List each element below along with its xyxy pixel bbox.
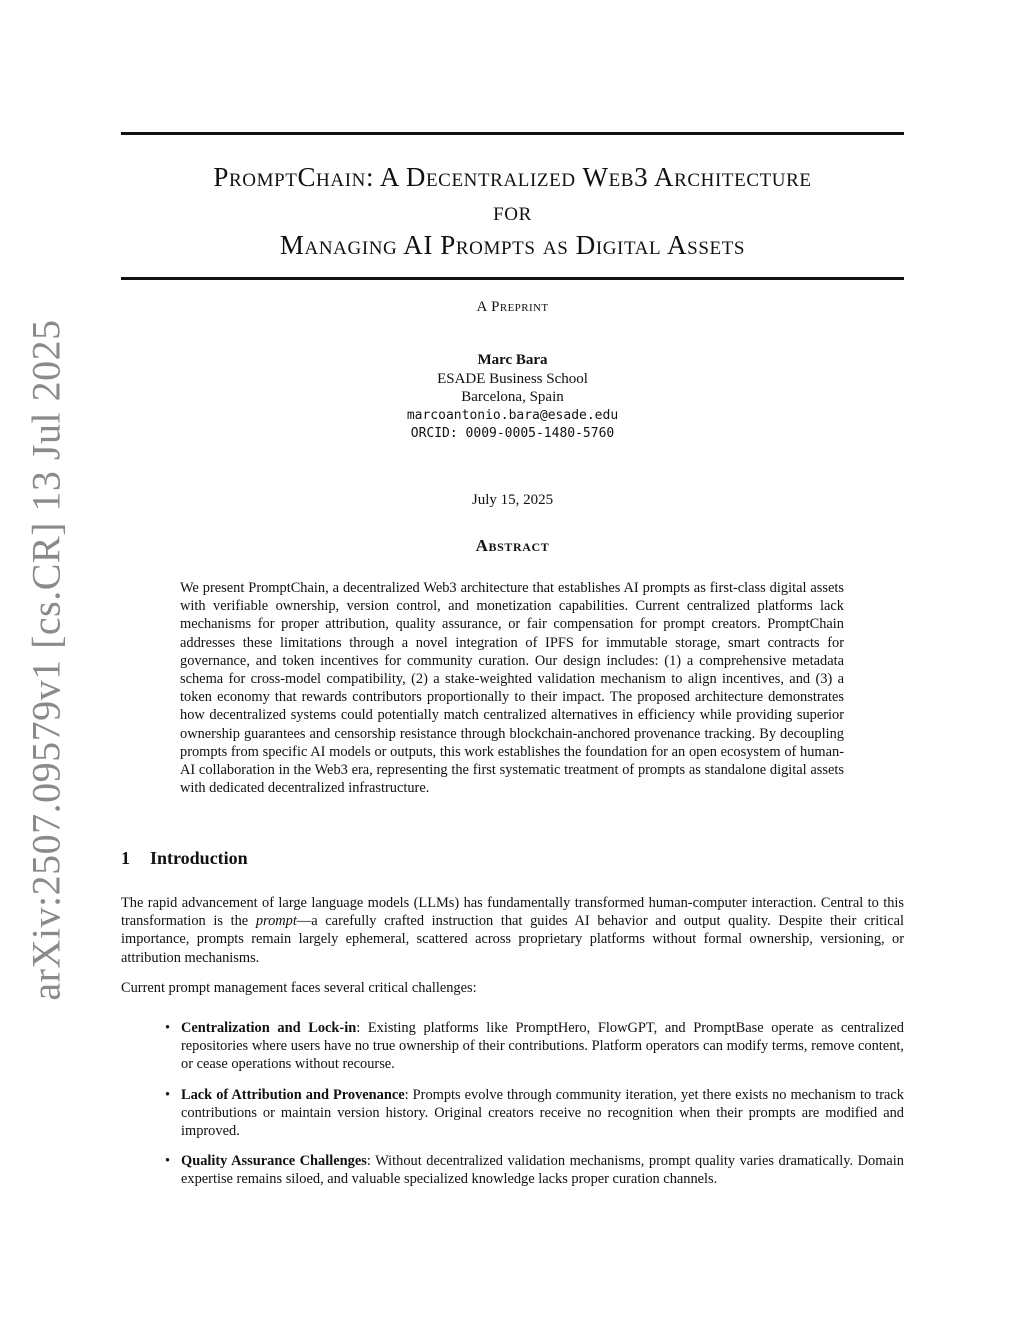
intro-p1-emphasis: prompt	[255, 913, 297, 930]
list-item-text: : Existing platforms like PromptHero, FlowGPT, and PromptBase operate as centralized repositories where users have no true ownership of their contributions. Platform operators can modify terms, remove content, or cease operations without recourse.	[181, 1020, 904, 1073]
intro-paragraph-1	[121, 894, 904, 967]
bullet-marker: •	[165, 1153, 171, 1170]
abstract-text: We present PromptChain, a decentralized Web3 architecture that establishes AI prompts as first-class digital assets with verifiable ownership, version control, and monetization capabilities. Current centralized platforms lack mechanisms for proper attribution, quality assurance, or fair compensation for prompt creators. PromptChain addresses these limitations through a novel integration of IPFS for immutable storage, smart contracts for governance, and token incentives for community curation. Our design includes: (1) a comprehensive metadata schema for cross-model compatibility, (2) a stake-weighted validation mechanism to align incentives, and (3) a token economy that rewards contributors proportionally to their impact. The proposed architecture demonstrates how decentralized systems could potentially match centralized alternatives in efficiency while providing superior ownership guarantees and censorship resistance through blockchain-anchored provenance tracking. By decoupling prompts from specific AI models or outputs, this work establishes the foundation for an open ecosystem of human-AI collaboration in the Web3 era, representing the first systematic treatment of prompts as standalone digital assets with dedicated decentralized infrastructure.	[180, 580, 844, 797]
list-item-text: : Prompts evolve through community iteration, yet there exists no mechanism to track contributions or maintain version history. Original creators receive no recognition when their prompts are modified and improved.	[181, 1086, 904, 1140]
bullet-marker: •	[165, 1020, 171, 1036]
intro-paragraph-2: Current prompt management faces several critical challenges:	[121, 980, 477, 996]
section-number: 1	[121, 848, 130, 868]
author-location: Barcelona, Spain	[461, 389, 564, 405]
list-item-text: : Without decentralized validation mechanisms, prompt quality varies dramatically. Domain expertise remains siloed, and valuable specialized knowledge lacks proper curation channels.	[181, 1153, 904, 1188]
preprint-label: A Preprint	[476, 299, 549, 315]
author-orcid: ORCID: 0009-0005-1480-5760	[410, 426, 615, 441]
section-title: Introduction	[150, 848, 248, 868]
list-item-title: Lack of Attribution and Provenance	[181, 1086, 405, 1103]
list-item	[165, 1019, 904, 1074]
paper-date: July 15, 2025	[471, 492, 554, 508]
title-top-rule	[121, 132, 904, 135]
title-line-3: Managing AI Prompts as Digital Assets	[279, 230, 746, 260]
title-bottom-rule	[121, 277, 904, 280]
paper-title	[121, 160, 904, 262]
author-name: Marc Bara	[477, 352, 548, 368]
challenges-list	[165, 1019, 904, 1201]
title-line-2: for	[493, 196, 532, 226]
intro-p1-start: The rapid advancement of large language models (LLMs) has fundamentally transformed human-computer interaction. Central to this transformation is the	[121, 895, 904, 930]
list-item-title: Quality Assurance Challenges	[181, 1153, 367, 1170]
author-affiliation: ESADE Business School	[437, 370, 588, 387]
arxiv-identifier: arXiv:2507.09579v1 [cs.CR] 13 Jul 2025	[23, 319, 69, 1001]
section-heading-introduction	[121, 848, 248, 869]
author-block	[121, 351, 904, 444]
author-email[interactable]: marcoantonio.bara@esade.edu	[406, 407, 619, 423]
title-line-1: PromptChain: A Decentralized Web3 Architecture	[213, 162, 812, 192]
intro-p1-end: —a carefully crafted instruction that guides AI behavior and output quality. Despite their critical importance, prompts remain largely ephemeral, scattered across proprietary platforms without formal ownership, versioning, or attribution mechanisms.	[121, 913, 904, 966]
list-item	[165, 1152, 904, 1188]
bullet-marker: •	[165, 1086, 171, 1103]
abstract-heading: Abstract	[475, 536, 550, 555]
list-item-title: Centralization and Lock-in	[181, 1020, 357, 1036]
list-item	[165, 1086, 904, 1141]
